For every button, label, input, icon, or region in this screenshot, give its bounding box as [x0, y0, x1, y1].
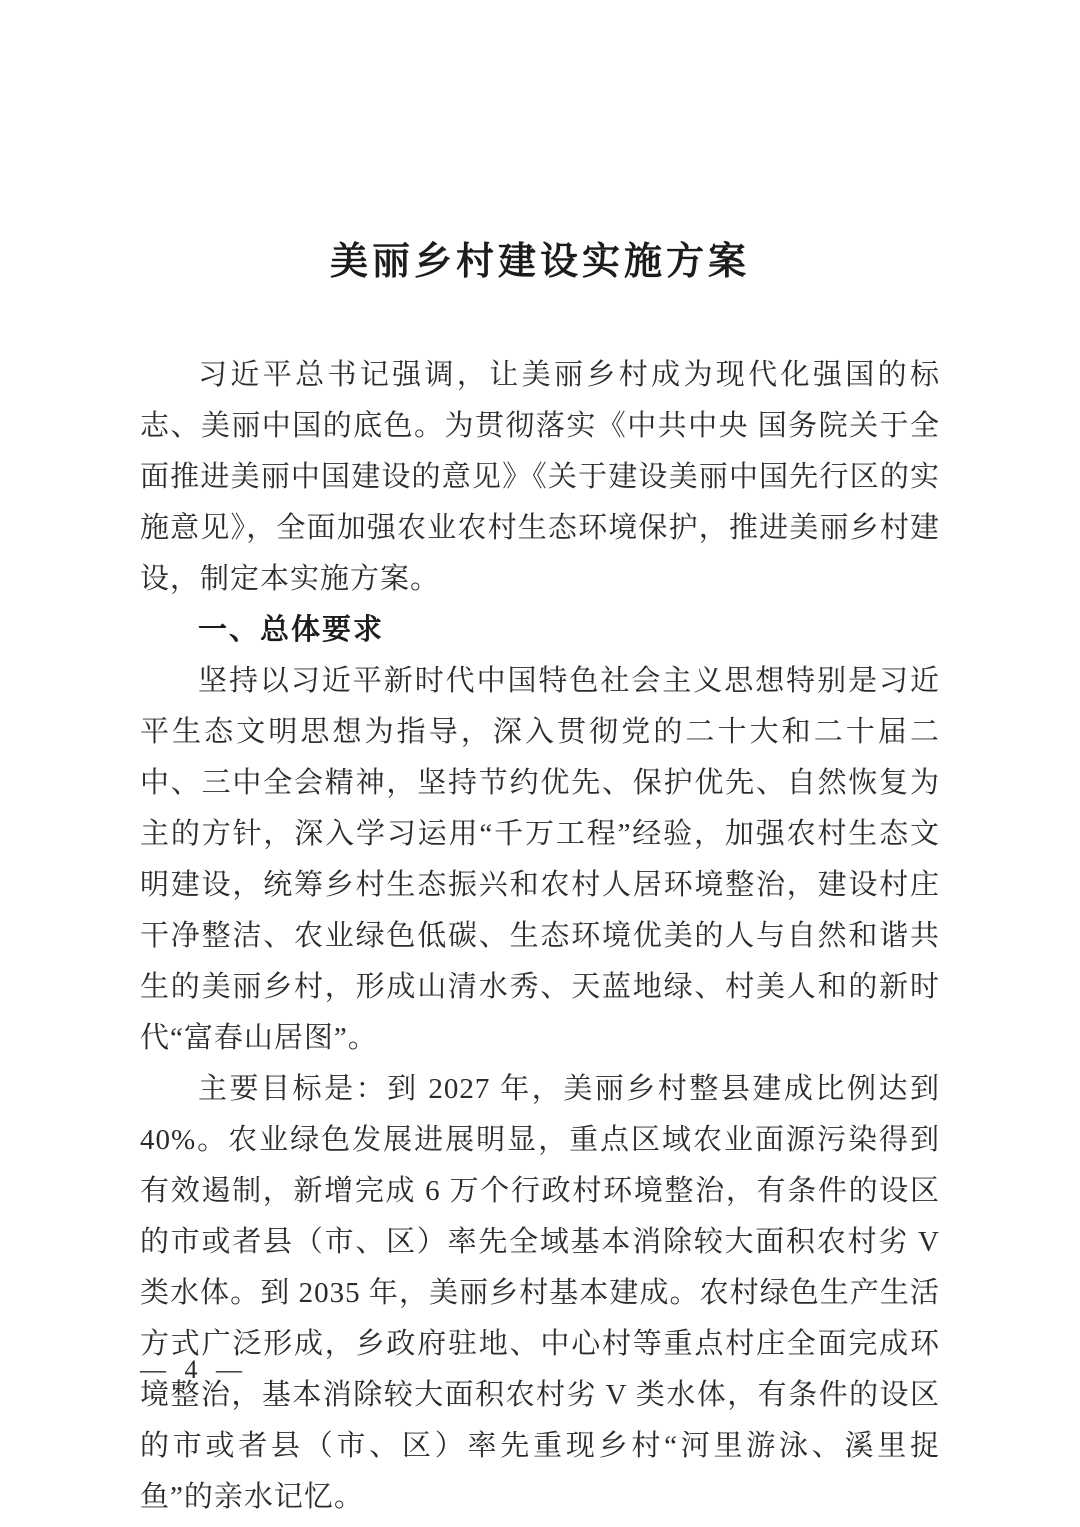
document-content	[140, 234, 940, 1523]
paragraph-main-goals: 主要目标是：到 2027 年，美丽乡村整县建成比例达到 40%。农业绿色发展进展明显，重点区域农业面源污染得到有效遏制，新增完成 6 万个行政村环境整治，有条件的设区的市或者县（市、区）率先全域基本消除较大面积农村劣 V 类水体。到 2035 年，美丽乡村基本建成。农村绿色生产生活方式广泛形成，乡政府驻地、中心村等重点村庄全面完成环境整治，基本消除较大面积农村劣 V 类水体，有条件的设区的市或者县（市、区）率先重现乡村“河里游泳、溪里捉鱼”的亲水记忆。	[140, 1073, 940, 1513]
intro-paragraph: 习近平总书记强调，让美丽乡村成为现代化强国的标志、美丽中国的底色。为贯彻落实《中共中央 国务院关于全面推进美丽中国建设的意见》《关于建设美丽中国先行区的实施意见》，全面加强农业农村生态环境保护，推进美丽乡村建设，制定本实施方案。	[140, 359, 940, 595]
page-number: — 4 —	[140, 1355, 248, 1384]
document-title: 美丽乡村建设实施方案	[329, 241, 750, 283]
paragraph-guiding-principles: 坚持以习近平新时代中国特色社会主义思想特别是习近平生态文明思想为指导，深入贯彻党的二十大和二十届二中、三中全会精神，坚持节约优先、保护优先、自然恢复为主的方针，深入学习运用“千万工程”经验，加强农村生态文明建设，统筹乡村生态振兴和农村人居环境整治，建设村庄干净整洁、农业绿色低碳、生态环境优美的人与自然和谐共生的美丽乡村，形成山清水秀、天蓝地绿、村美人和的新时代“富春山居图”。	[140, 665, 940, 1054]
section-heading-overall-requirements: 一、总体要求	[198, 614, 385, 646]
